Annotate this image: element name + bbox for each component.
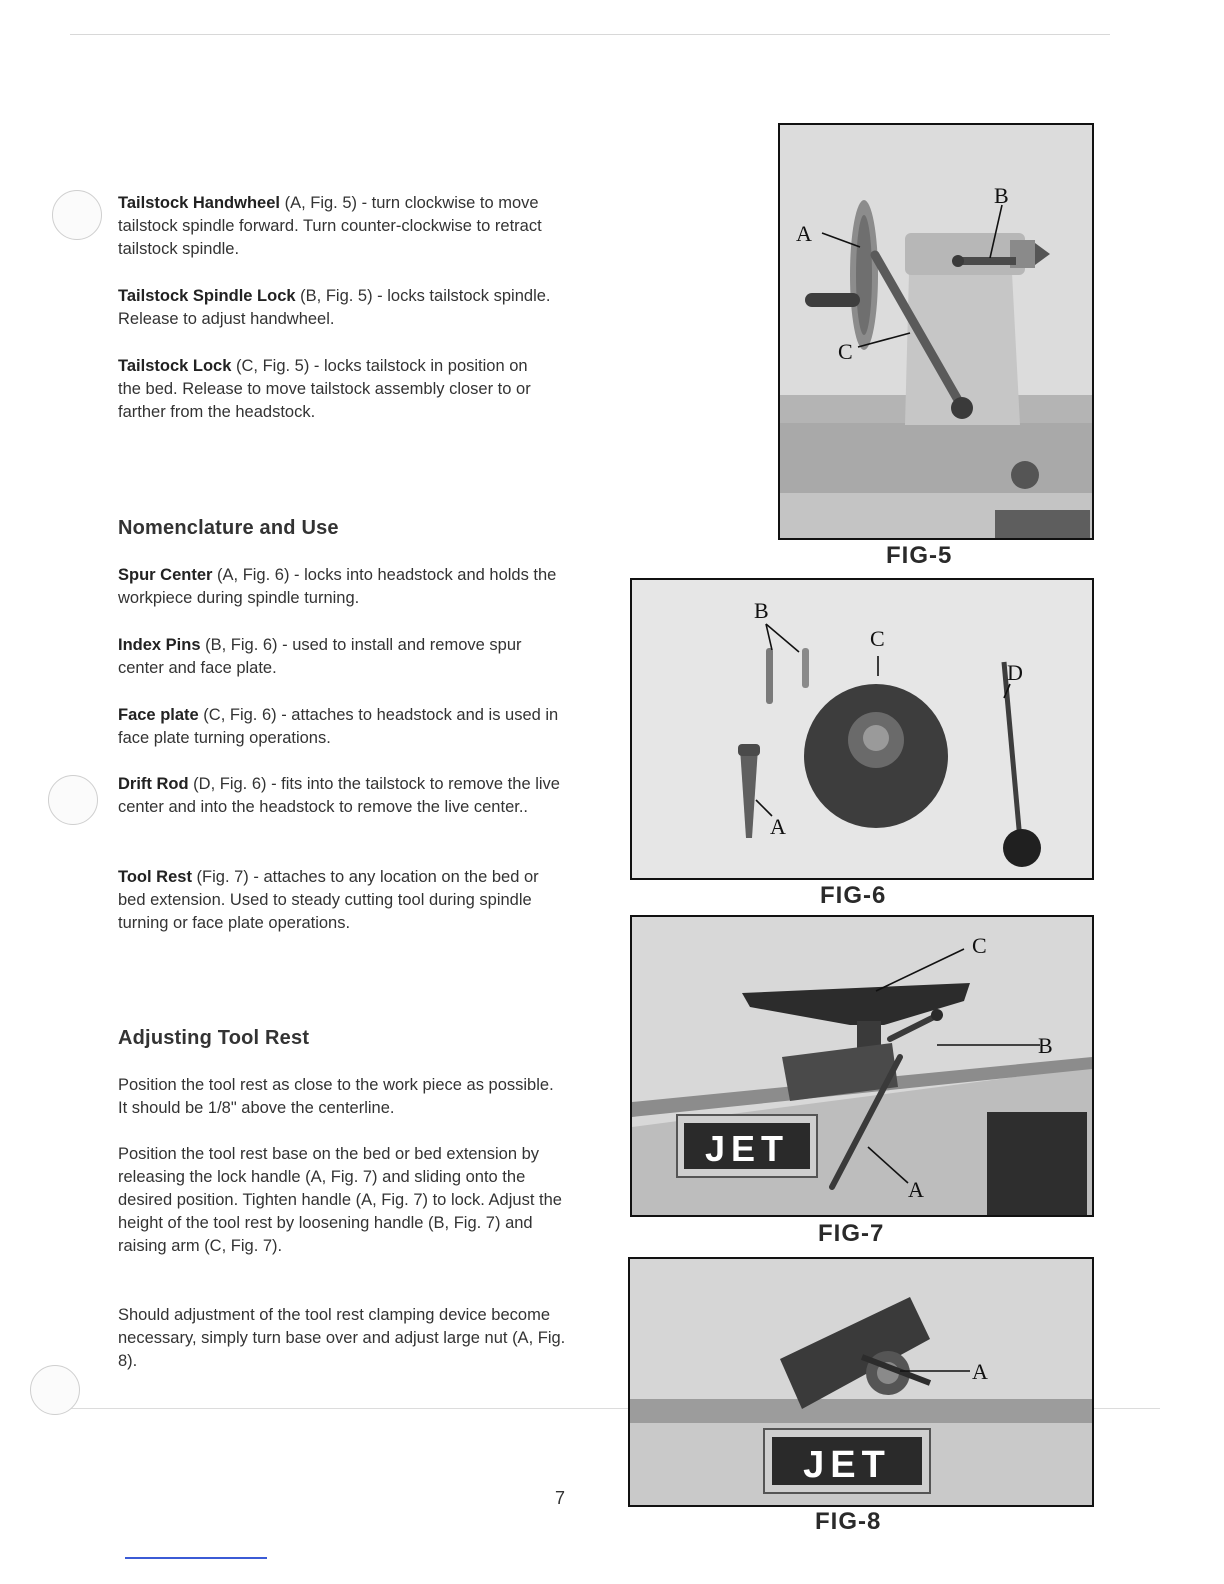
callout-d: D — [1007, 660, 1023, 685]
item-term: Tailstock Lock — [118, 357, 232, 375]
tailstock-photo — [780, 125, 1092, 538]
figure-5-caption: FIG-5 — [886, 542, 953, 569]
jet-logo: JET — [803, 1444, 891, 1486]
tool-rest-item — [118, 866, 558, 935]
figure-8 — [628, 1257, 1094, 1507]
callout-c: C — [838, 339, 853, 364]
tailstock-handwheel-item — [118, 192, 563, 261]
item-description: (A, Fig. 6) - locks into headstock and holds the workpiece during spindle turning. — [118, 566, 557, 607]
item-term: Tailstock Handwheel — [118, 194, 280, 212]
drift-rod-item — [118, 773, 568, 819]
item-term: Tailstock Spindle Lock — [118, 287, 296, 305]
callout-a: A — [770, 814, 786, 839]
accessories-photo — [632, 580, 1092, 878]
figure-8-caption: FIG-8 — [815, 1508, 882, 1535]
callout-a: A — [972, 1359, 988, 1384]
index-pins-item — [118, 634, 558, 680]
item-term: Index Pins — [118, 636, 201, 654]
jet-logo: JET — [704, 1128, 790, 1169]
punch-hole-top — [52, 190, 102, 240]
callout-b: B — [1038, 1033, 1053, 1058]
face-plate-item — [118, 704, 568, 750]
page-number: 7 — [555, 1488, 566, 1508]
adjusting-paragraph-1: Position the tool rest as close to the work piece as possible. It should be 1/8" above the centerline. — [118, 1076, 554, 1117]
callout-a: A — [908, 1177, 924, 1202]
adjusting-paragraph-3: Should adjustment of the tool rest clamping device become necessary, simply turn base over and adjust large nut (A, Fig. 8). — [118, 1306, 566, 1370]
item-description: (C, Fig. 5) - locks tailstock in position on the bed. Release to move tailstock assembly closer to or farther from the headstock. — [118, 357, 531, 421]
callout-b: B — [754, 598, 769, 623]
clamping-device-photo — [630, 1259, 1092, 1505]
tailstock-spindle-lock-item — [118, 285, 563, 331]
item-description: (Fig. 7) - attaches to any location on the bed or bed extension. Used to steady cutting tool during spindle turning or face plate operations. — [118, 868, 539, 932]
item-description: (B, Fig. 6) - used to install and remove spur center and face plate. — [118, 636, 522, 677]
callout-a: A — [796, 221, 812, 246]
item-term: Spur Center — [118, 566, 213, 584]
adjusting-heading: Adjusting Tool Rest — [118, 1027, 310, 1049]
scan-underline-mark — [125, 1557, 267, 1559]
figure-7 — [630, 915, 1094, 1217]
callout-c: C — [972, 933, 987, 958]
callout-b: B — [994, 183, 1009, 208]
callout-c: C — [870, 626, 885, 651]
scan-line-top — [70, 34, 1110, 35]
nomenclature-heading: Nomenclature and Use — [118, 517, 339, 539]
punch-hole-bottom — [30, 1365, 80, 1415]
item-description: (C, Fig. 6) - attaches to headstock and is used in face plate turning operations. — [118, 706, 559, 747]
figure-6-caption: FIG-6 — [820, 882, 887, 909]
spur-center-item — [118, 564, 558, 610]
figure-6 — [630, 578, 1094, 880]
tailstock-lock-item — [118, 355, 548, 424]
item-description: (A, Fig. 5) - turn clockwise to move tailstock spindle forward. Turn counter-clockwise to retract tailstock spindle. — [118, 194, 542, 258]
figure-7-caption: FIG-7 — [818, 1220, 885, 1247]
item-term: Drift Rod — [118, 775, 189, 793]
tool-rest-photo — [632, 917, 1092, 1215]
item-description: (B, Fig. 5) - locks tailstock spindle. Release to adjust handwheel. — [118, 287, 551, 328]
adjusting-paragraph-2: Position the tool rest base on the bed or bed extension by releasing the lock handle (A, Fig. 7) and sliding onto the desired position. Tighten handle (A, Fig. 7) to lock. Adjust the height of the tool rest by loosening handle (B, Fig. 7) and raising arm (C, Fig. 7). — [118, 1145, 562, 1255]
item-description: (D, Fig. 6) - fits into the tailstock to remove the live center and into the headstock to remove the live center.. — [118, 775, 560, 816]
item-term: Tool Rest — [118, 868, 192, 886]
item-term: Face plate — [118, 706, 199, 724]
punch-hole-middle — [48, 775, 98, 825]
figure-5 — [778, 123, 1094, 540]
